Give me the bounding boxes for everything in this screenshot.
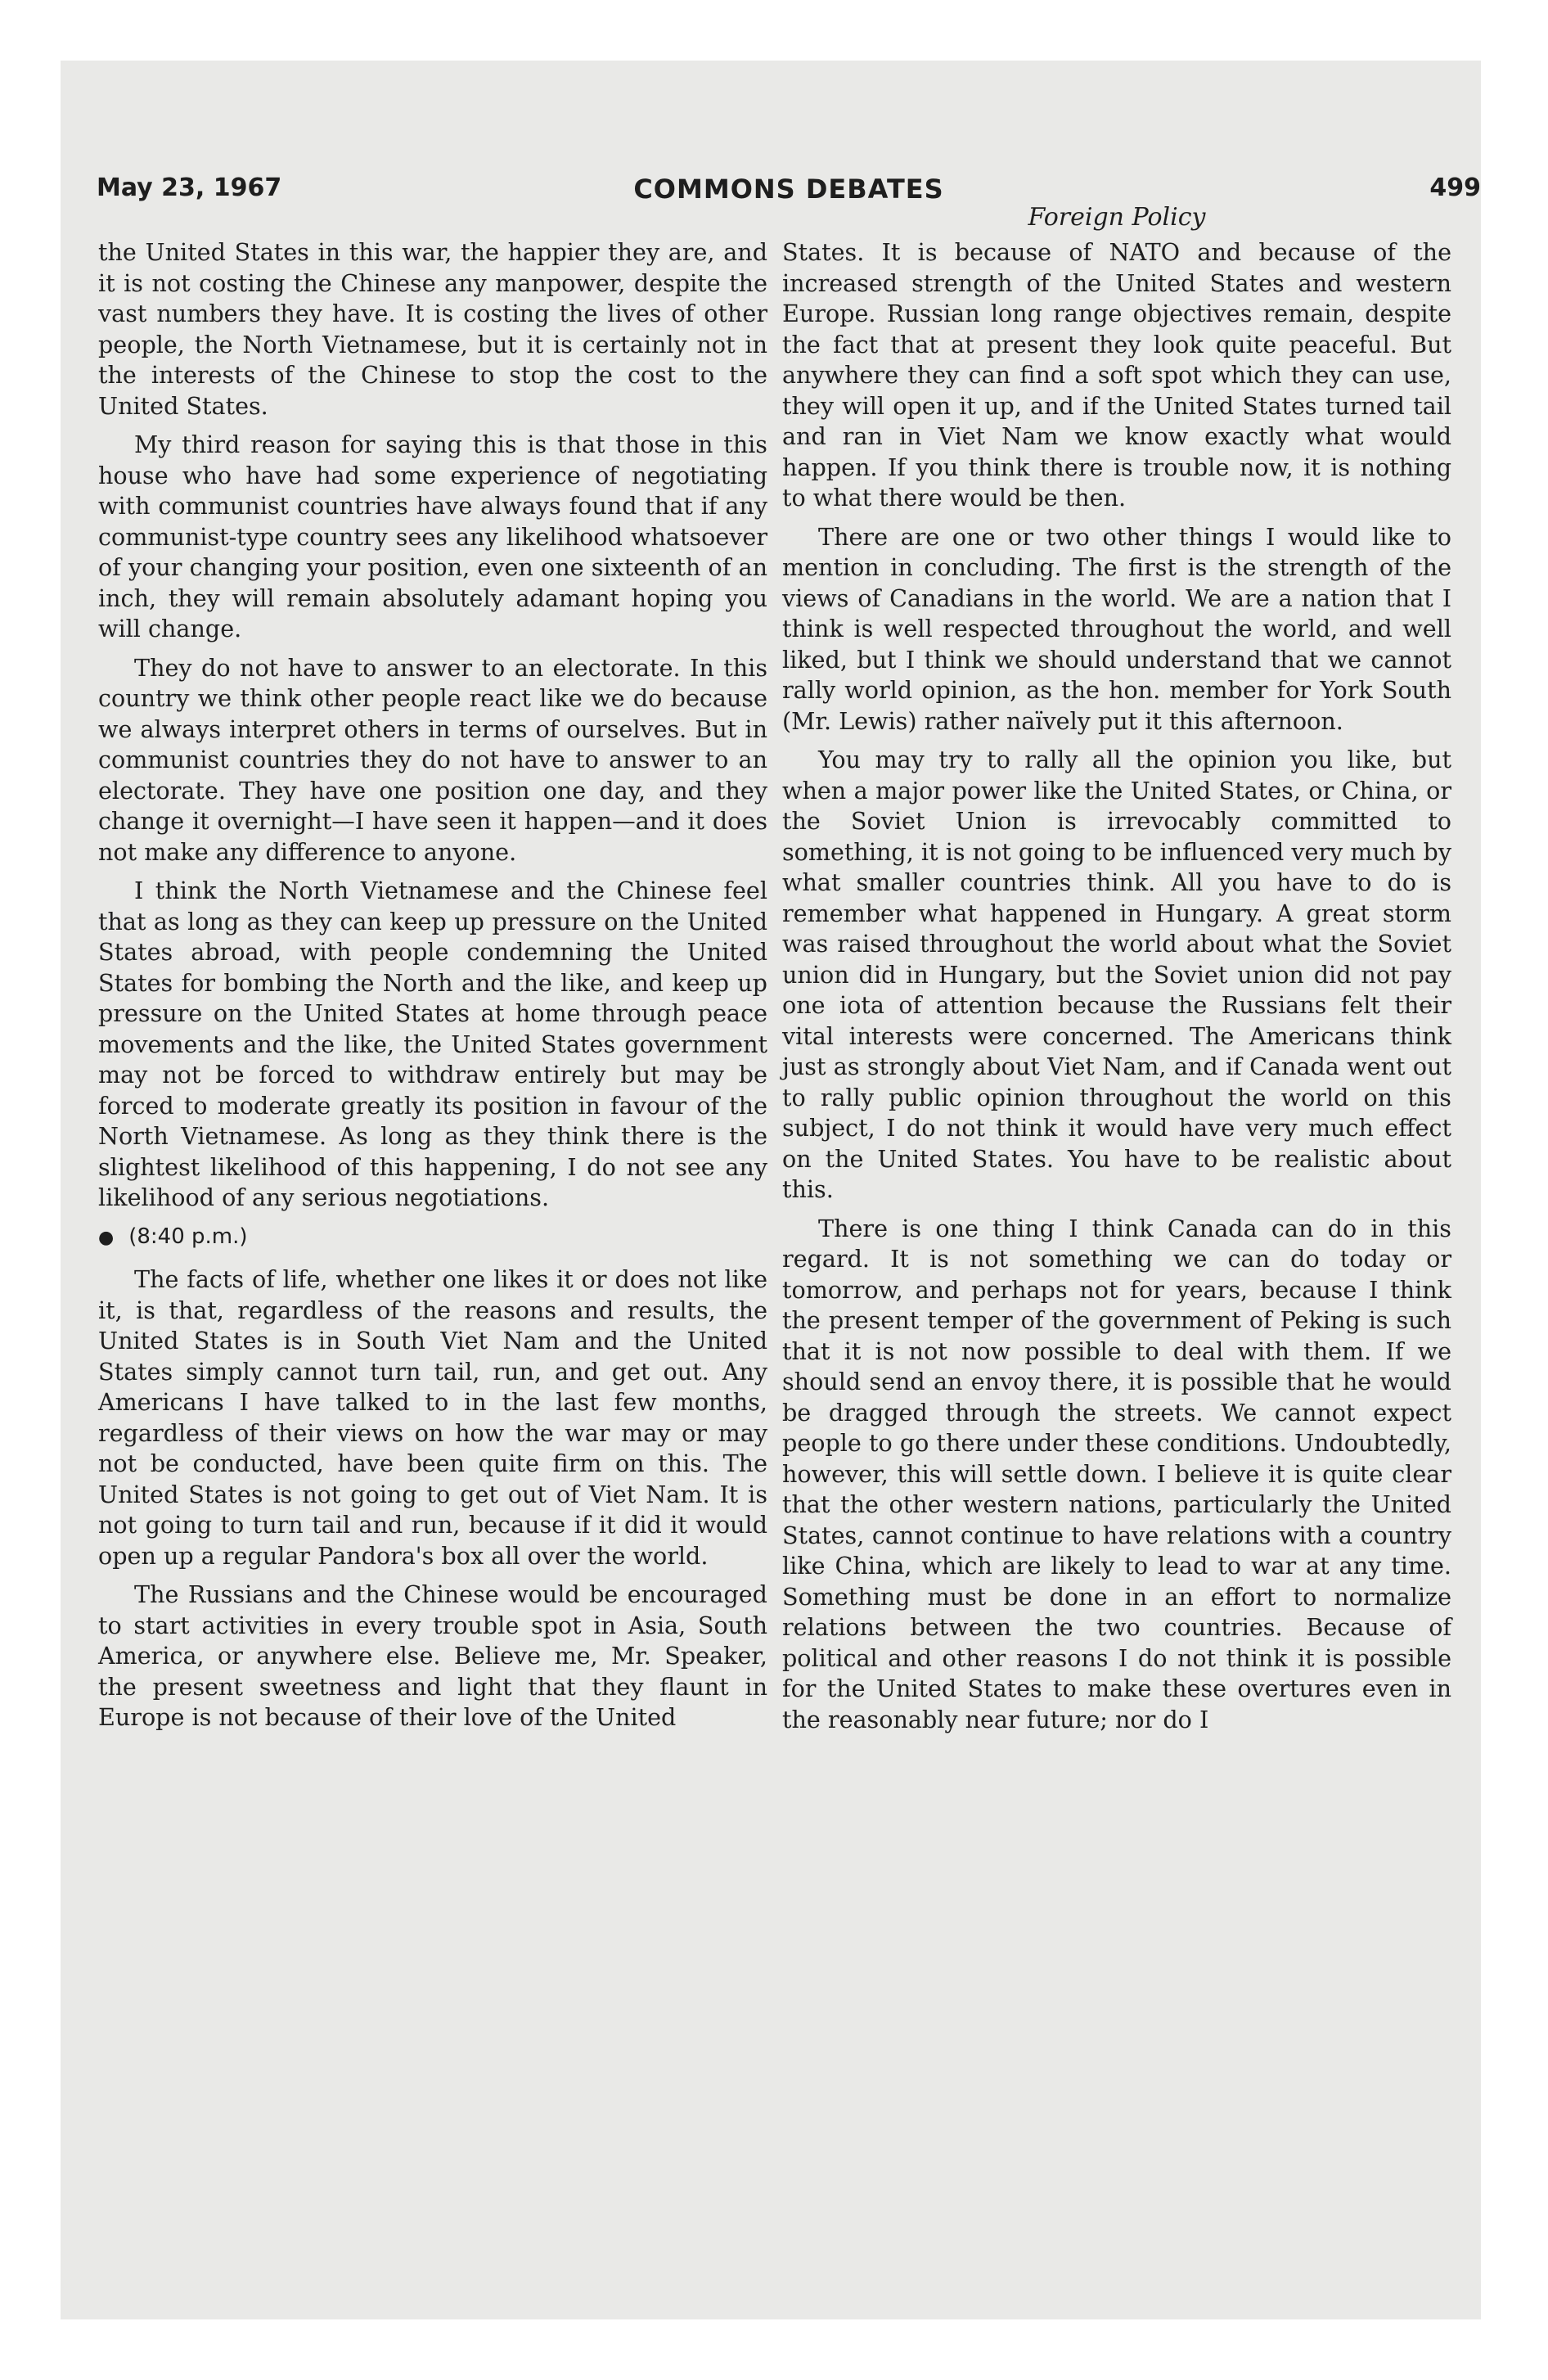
- paragraph: I think the North Vietnamese and the Chinese feel that as long as they can keep up pressure on the United States abroad, with people condemning the United States for bombing the North and the like, and keep up pressure on the United States at home through peace movements and the like, the United States government may not be forced to withdraw entirely but may be forced to moderate greatly its position in favour of the North Vietnamese. As long as they think there is the slightest likelihood of this happening, I do not see any likelihood of any serious negotiations.: [98, 877, 767, 1211]
- right-column: [782, 237, 1451, 1743]
- page-number: 499: [1429, 174, 1481, 202]
- time-stamp: [98, 1222, 767, 1254]
- time-stamp-text: (8:40 p.m.): [128, 1224, 248, 1249]
- header-date: May 23, 1967: [97, 174, 282, 202]
- bullet-icon: ●: [98, 1227, 115, 1248]
- paragraph: You may try to rally all the opinion you like, but when a major power like the United States, or China, or the Soviet Union is irrevocably committed to something, it is not going to be influenced very much by what smaller countries think. All you have to do is remember what happened in Hungary. A great storm was raised throughout the world about what the Soviet union did in Hungary, but the Soviet union did not pay one iota of attention because the Russians felt their vital interests were concerned. The Americans think just as strongly about Viet Nam, and if Canada went out to rally public opinion throughout the world on this subject, I do not think it would have very much effect on the United States. You have to be realistic about this.: [782, 746, 1451, 1203]
- paragraph: My third reason for saying this is that those in this house who have had some experience of negotiating with communist countries have always found that if any communist-type country sees any likelihood whatsoever of your changing your position, even one sixteenth of an inch, they will remain absolutely adamant hoping you will change.: [98, 430, 767, 642]
- paragraph: the United States in this war, the happier they are, and it is not costing the Chinese any manpower, despite the vast numbers they have. It is costing the lives of other people, the North Vietnamese, but it is certainly not in the interests of the Chinese to stop the cost to the United States.: [98, 238, 767, 420]
- paragraph: They do not have to answer to an electorate. In this country we think other people react like we do because we always interpret others in terms of ourselves. But in communist countries they do not have to answer to an electorate. They have one position one day, and they change it overnight—I have seen it happen—and it does not make any difference to anyone.: [98, 653, 767, 866]
- paragraph: States. It is because of NATO and because of the increased strength of the United States and western Europe. Russian long range objectives remain, despite the fact that at present they look quite peaceful. But anywhere they can find a soft spot which they can use, they will open it up, and if the United States turned tail and ran in Viet Nam we know exactly what would happen. If you think there is trouble now, it is nothing to what there would be then.: [782, 238, 1451, 512]
- header-title: COMMONS DEBATES: [633, 174, 944, 205]
- paragraph: There are one or two other things I would like to mention in concluding. The first is the strength of the views of Canadians in the world. We are a nation that I think is well respected throughout the world, and well liked, but I think we should understand that we cannot rally world opinion, as the hon. member for York South (Mr. Lewis) rather naïvely put it this afternoon.: [782, 522, 1451, 735]
- left-column: [98, 237, 767, 1742]
- paragraph: The facts of life, whether one likes it or does not like it, is that, regardless of the reasons and results, the United States is in South Viet Nam and the United States simply cannot turn tail, run, and get out. Any Americans I have talked to in the last few months, regardless of their views on how the war may or may not be conducted, have been quite firm on this. The United States is not going to get out of Viet Nam. It is not going to turn tail and run, because if it did it would open up a regular Pandora's box all over the world.: [98, 1265, 767, 1570]
- section-title: Foreign Policy: [1028, 203, 1206, 232]
- paragraph: The Russians and the Chinese would be encouraged to start activities in every trouble spot in Asia, South America, or anywhere else. Believe me, Mr. Speaker, the present sweetness and light that they flaunt in Europe is not because of their love of the United: [98, 1580, 767, 1731]
- paragraph: There is one thing I think Canada can do in this regard. It is not something we can do today or tomorrow, and perhaps not for years, because I think the present temper of the government of Peking is such that it is not now possible to deal with them. If we should send an envoy there, it is possible that he would be dragged through the streets. We cannot expect people to go there under these conditions. Undoubtedly, however, this will settle down. I believe it is quite clear that the other western nations, particularly the United States, cannot continue to have relations with a country like China, which are likely to lead to war at any time. Something must be done in an effort to normalize relations between the two countries. Because of political and other reasons I do not think it is possible for the United States to make these overtures even in the reasonably near future; nor do I: [782, 1214, 1451, 1733]
